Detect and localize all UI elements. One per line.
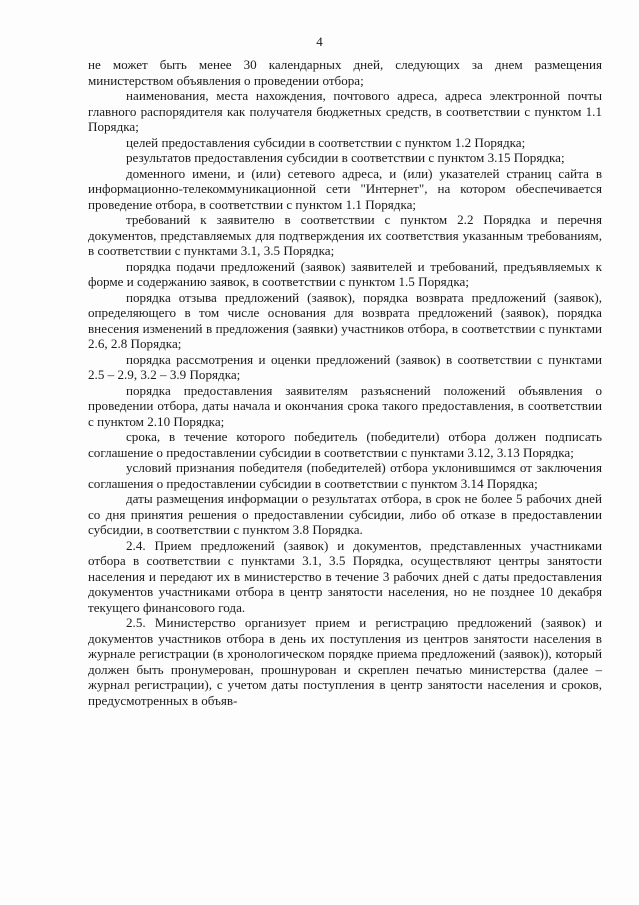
paragraph: требований к заявителю в соответствии с пунктом 2.2 Порядка и перечня документов, представляемых для подтверждения их соответствия указанным требованиям, в соответствии с пунктами 3.1, 3.5 Порядка; <box>88 212 602 258</box>
paragraph: наименования, места нахождения, почтового адреса, адреса электронной почты главного распорядителя как получателя бюджетных средств, в соответствии с пунктом 1.1 Порядка; <box>88 88 602 134</box>
paragraph: условий признания победителя (победителей) отбора уклонившимся от заключения соглашения о предоставлении субсидии в соответствии с пунктом 3.14 Порядка; <box>88 460 602 491</box>
paragraph: даты размещения информации о результатах отбора, в срок не более 5 рабочих дней со дня принятия решения о предоставлении субсидии, либо об отказе в предоставлении субсидии, в соответствии с пунктом 3.8 Порядка. <box>88 491 602 537</box>
paragraph: доменного имени, и (или) сетевого адреса, и (или) указателей страниц сайта в информационно-телекоммуникационной сети "Интернет", на котором обеспечивается проведение отбора, в соответствии с пунктом 1.1 Порядка; <box>88 165 602 212</box>
paragraph: срока, в течение которого победитель (победители) отбора должен подписать соглашение о предоставлении субсидии в соответствии с пунктами 3.12, 3.13 Порядка; <box>88 429 602 460</box>
document-body <box>88 57 602 708</box>
paragraph: порядка рассмотрения и оценки предложений (заявок) в соответствии с пунктами 2.5 – 2.9, 3.2 – 3.9 Порядка; <box>88 351 602 382</box>
paragraph: порядка подачи предложений (заявок) заявителей и требований, предъявляемых к форме и содержанию заявок, в соответствии с пунктом 1.5 Порядка; <box>88 258 602 289</box>
paragraph: не может быть менее 30 календарных дней, следующих за днем размещения министерством объявления о проведении отбора; <box>88 57 602 88</box>
paragraph: порядка отзыва предложений (заявок), порядка возврата предложений (заявок), определяющего в том числе основания для возврата предложений (заявок), порядка внесения изменений в предложения (заявки) участников отбора, в соответствии с пунктами 2.6, 2.8 Порядка; <box>88 289 602 351</box>
paragraph: целей предоставления субсидии в соответствии с пунктом 1.2 Порядка; <box>126 134 526 150</box>
page-number: 4 <box>316 34 323 49</box>
paragraph: порядка предоставления заявителям разъяснений положений объявления о проведении отбора, даты начала и окончания срока такого предоставления, в соответствии с пунктом 2.10 Порядка; <box>88 382 602 429</box>
paragraph-section-2-5: 2.5. Министерство организует прием и регистрацию предложений (заявок) и документов участников отбора в день их поступления из центров занятости населения в журнале регистрации (в хронологическом порядке приема предложений (заявок)), который должен быть пронумерован, прошнурован и скреплен печатью министерства (далее – журнал регистрации), с учетом даты поступления в центр занятости населения и сроков, предусмотренных в объяв- <box>88 615 602 708</box>
paragraph-section-2-4: 2.4. Прием предложений (заявок) и документов, представленных участниками отбора в соответствии с пунктами 3.1, 3.5 Порядка, осуществляют центры занятости населения и передают их в министерство в течение 3 рабочих дней с даты предоставления документов участниками отбора в центр занятости населения, но не позднее 10 декабря текущего финансового года. <box>88 537 602 615</box>
paragraph: результатов предоставления субсидии в соответствии с пунктом 3.15 Порядка; <box>126 150 565 165</box>
